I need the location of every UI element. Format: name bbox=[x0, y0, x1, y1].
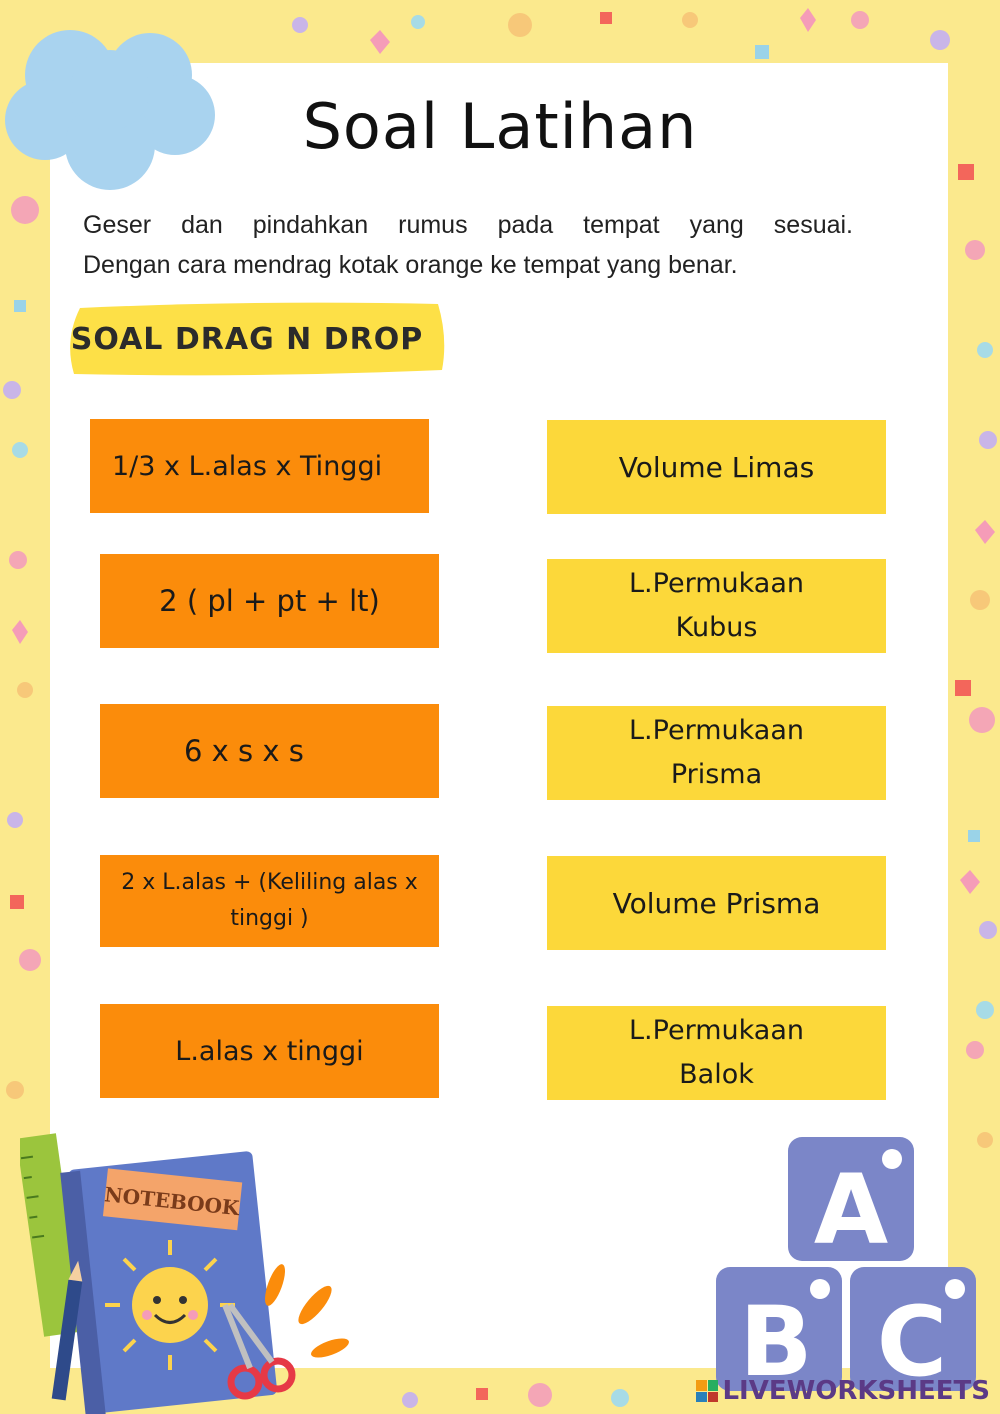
drop-target-4[interactable]: Volume Prisma bbox=[547, 856, 886, 950]
liveworksheets-watermark[interactable] bbox=[696, 1376, 990, 1406]
notebook-icon bbox=[60, 1151, 277, 1414]
formula-card-3[interactable]: 6 x s x s bbox=[100, 704, 439, 798]
page-title: Soal Latihan bbox=[302, 90, 698, 163]
instruction-line-2: Dengan cara mendrag kotak orange ke tempat yang benar. bbox=[83, 251, 738, 279]
svg-text:B: B bbox=[739, 1286, 813, 1398]
notebook-illustration bbox=[20, 1120, 350, 1414]
formula-card-1[interactable]: 1/3 x L.alas x Tinggi bbox=[90, 419, 429, 513]
formula-card-4[interactable]: 2 x L.alas + (Keliling alas x tinggi ) bbox=[100, 855, 439, 947]
formula-card-5[interactable]: L.alas x tinggi bbox=[100, 1004, 439, 1098]
abc-blocks-illustration bbox=[712, 1135, 980, 1405]
watermark-text: LIVEWORKSHEETS bbox=[722, 1376, 990, 1406]
drop-target-1[interactable]: Volume Limas bbox=[547, 420, 886, 514]
drop-target-2[interactable]: L.Permukaan Kubus bbox=[547, 559, 886, 653]
sun-rays-icon bbox=[261, 1262, 350, 1361]
drop-target-3[interactable]: L.Permukaan Prisma bbox=[547, 706, 886, 800]
block-a-icon bbox=[788, 1137, 914, 1266]
liveworksheets-logo-icon bbox=[696, 1380, 718, 1402]
svg-text:A: A bbox=[813, 1154, 889, 1266]
instruction-line-1: Geser dan pindahkan rumus pada tempat yang sesuai. bbox=[83, 211, 853, 239]
notebook-label: NOTEBOOK bbox=[103, 1182, 241, 1221]
formula-card-2[interactable]: 2 ( pl + pt + lt) bbox=[100, 554, 439, 648]
svg-text:C: C bbox=[876, 1286, 948, 1398]
section-label: SOAL DRAG N DROP bbox=[70, 321, 424, 357]
drop-target-5[interactable]: L.Permukaan Balok bbox=[547, 1006, 886, 1100]
